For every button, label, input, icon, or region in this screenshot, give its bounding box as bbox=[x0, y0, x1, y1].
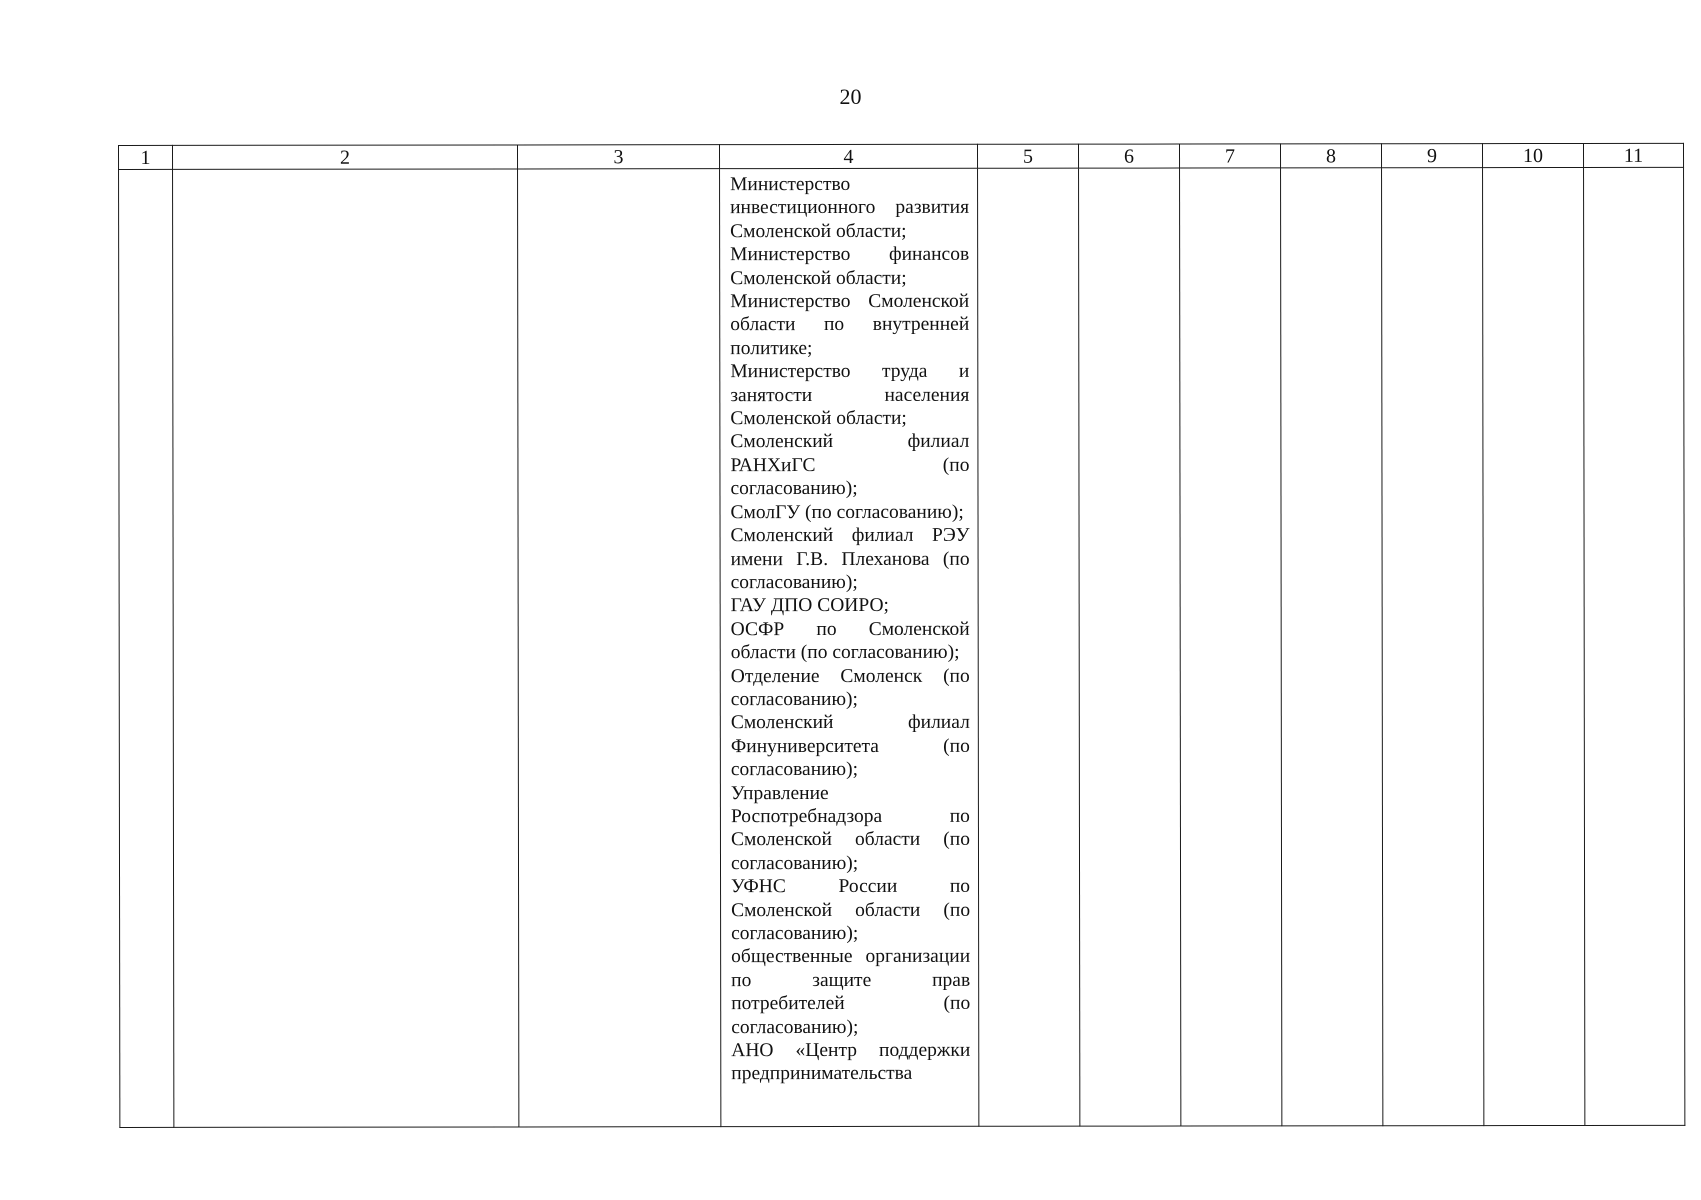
entity-item: УФНС России по Смоленской области (по согласованию); bbox=[731, 875, 971, 945]
column-header: 11 bbox=[1583, 143, 1683, 167]
table-cell-col4 bbox=[720, 168, 979, 1126]
entity-item: Смоленский филиал РАНХиГС (по согласованию); bbox=[730, 431, 970, 500]
table-cell-col7 bbox=[1180, 168, 1282, 1126]
entity-item: ГАУ ДПО СОИРО; bbox=[730, 595, 889, 617]
column-header: 5 bbox=[977, 144, 1078, 168]
entity-item: ОСФР по Смоленской области (по согласованию); bbox=[730, 618, 970, 664]
table-cell-col6 bbox=[1079, 168, 1181, 1126]
responsible-entities-list bbox=[720, 169, 978, 1086]
column-header: 3 bbox=[518, 145, 720, 169]
table-cell-col10 bbox=[1483, 167, 1585, 1125]
entity-item: Министерство инвестиционного развития Смоленской области; bbox=[730, 173, 970, 242]
entity-item: Смоленский филиал Финуниверситета (по согласованию); bbox=[730, 712, 970, 781]
table-row bbox=[119, 167, 1685, 1127]
entity-item: общественные организации по защите прав потребителей (по согласованию); bbox=[731, 946, 971, 1038]
entity-item: Министерство труда и занятости населения Смоленской области; bbox=[730, 361, 970, 430]
entity-item: АНО «Центр поддержки предпринимательства bbox=[731, 1039, 971, 1085]
table-cell-col3 bbox=[518, 169, 721, 1127]
entity-item: Отделение Смоленск (по согласованию); bbox=[730, 665, 970, 711]
table-cell-col2 bbox=[173, 169, 519, 1127]
column-header: 9 bbox=[1381, 144, 1482, 168]
column-header: 6 bbox=[1078, 144, 1179, 168]
table-cell-col5 bbox=[978, 168, 1080, 1126]
entity-item: Управление Роспотребнадзора по Смоленской области (по согласованию); bbox=[730, 782, 970, 874]
entity-item: Смоленский филиал РЭУ имени Г.В. Плеханова (по согласованию); bbox=[730, 524, 970, 594]
column-header: 2 bbox=[173, 145, 518, 169]
column-header: 1 bbox=[119, 145, 173, 169]
entity-item: СмолГУ (по согласованию); bbox=[730, 501, 964, 523]
page-number: 20 bbox=[839, 84, 862, 109]
table-cell-col1 bbox=[119, 169, 174, 1127]
table-cell-col8 bbox=[1281, 168, 1383, 1126]
entity-item: Министерство финансов Смоленской области; bbox=[730, 244, 970, 289]
column-header: 4 bbox=[720, 144, 978, 168]
column-header: 7 bbox=[1179, 144, 1280, 168]
header-row bbox=[119, 143, 1684, 169]
column-header: 10 bbox=[1482, 143, 1583, 167]
entity-item: Министерство Смоленской области по внутренней политике; bbox=[730, 290, 970, 359]
table-cell-col11 bbox=[1584, 167, 1685, 1125]
table-cell-col9 bbox=[1382, 168, 1484, 1126]
column-header: 8 bbox=[1280, 144, 1381, 168]
data-table bbox=[118, 143, 1685, 1128]
